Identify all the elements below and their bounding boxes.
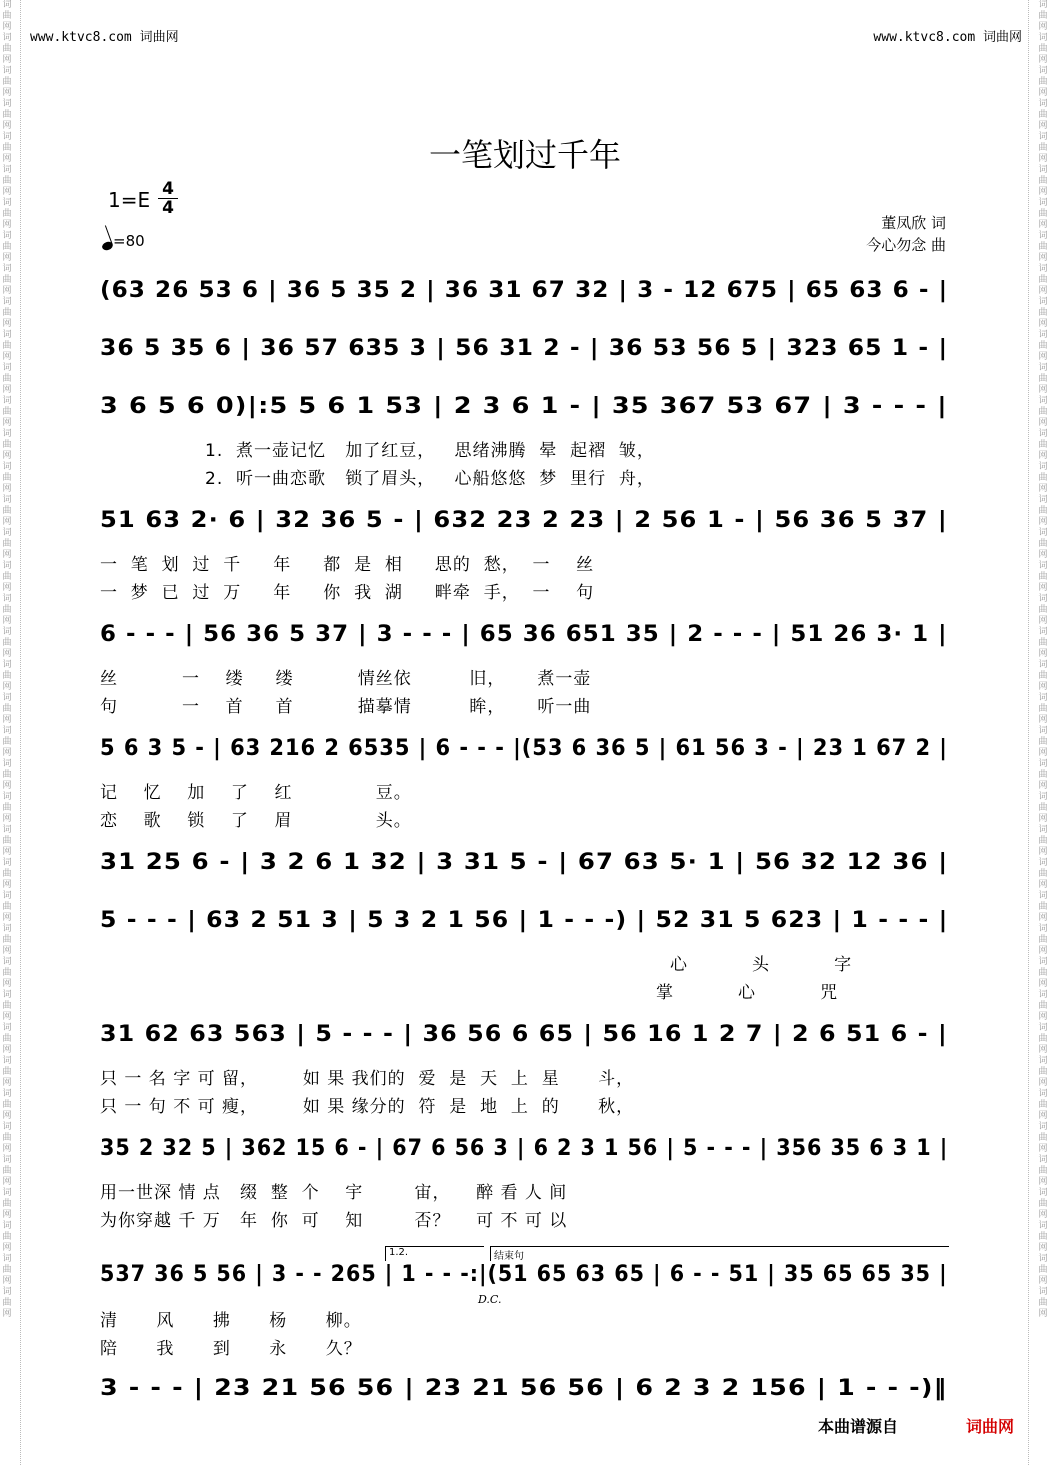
lyric-line: 一 梦 已 过 万 年 你 我 湖 畔牵 手， 一 句 bbox=[100, 583, 595, 603]
lyric-line: 陪 我 到 永 久？ bbox=[100, 1339, 362, 1359]
notation-text: (63 26 53 6 | 36 5 35 2 | 36 31 67 32 | 3 - 12 675 | 65 63 6 - | bbox=[100, 278, 949, 303]
lyric-line: 1. 煮一壶记忆 加了红豆， 思绪沸腾 晕 起褶 皱， bbox=[205, 441, 655, 461]
source-site-logo[interactable]: 词曲网 bbox=[965, 1417, 1014, 1436]
margin-line-left bbox=[20, 0, 21, 1465]
da-capo-mark: D.C. bbox=[478, 1293, 502, 1306]
lyric-line: 只 一 句 不 可 瘦， 如 果 缘分的 符 是 地 上 的 秋， bbox=[100, 1097, 635, 1117]
notation-row bbox=[100, 908, 950, 948]
composer: 今心勿念 曲 bbox=[866, 236, 946, 254]
notation-text: 537 36 5 56 | 3 - - 265 | 1 - - -:|(51 65 63 65 | 6 - - 51 | 35 65 65 35 | bbox=[100, 1262, 948, 1287]
notation-row bbox=[100, 1262, 950, 1302]
time-signature-bottom: 4 bbox=[158, 198, 178, 217]
notation-row bbox=[100, 508, 950, 548]
side-watermark-right: 词曲网词曲网词曲网词曲网词曲网词曲网词曲网词曲网词曲网词曲网词曲网词曲网词曲网词曲网词曲网词曲网词曲网词曲网词曲网词曲网词曲网词曲网词曲网词曲网词曲网词曲网词曲网词曲网词曲网词曲网词曲网词曲网词曲网词曲网词曲网词曲网词曲网词曲网词曲网词曲网 bbox=[1038, 0, 1048, 1319]
notation-text: 36 5 35 6 | 36 57 635 3 | 56 31 2 - | 36 53 56 5 | 323 65 1 - | bbox=[100, 336, 949, 361]
volta-bracket-ending: 结束句 bbox=[490, 1246, 949, 1261]
notation-text: 6 - - - | 56 36 5 37 | 3 - - - | 65 36 651 35 | 2 - - - | 51 26 3· 1 | bbox=[100, 622, 948, 647]
lyric-line: 用一世深 情 点 缀 整 个 宇 宙， 醉 看 人 间 bbox=[100, 1183, 568, 1203]
lyric-line: 2. 听一曲恋歌 锁了眉头， 心船悠悠 梦 里行 舟， bbox=[205, 469, 655, 489]
lyric-line: 恋 歌 锁 了 眉 头。 bbox=[100, 811, 412, 831]
notation-text: 5 - - - | 63 2 51 3 | 5 3 2 1 56 | 1 - - -) | 52 31 5 623 | 1 - - - | bbox=[100, 908, 949, 933]
credits bbox=[866, 212, 946, 256]
notation-text: 31 62 63 563 | 5 - - - | 36 56 6 65 | 56 16 1 2 7 | 2 6 51 6 - | bbox=[100, 1022, 948, 1047]
lyric-line: 掌 心 咒 bbox=[656, 983, 839, 1003]
notation-text: 3 - - - | 23 21 56 56 | 23 21 56 56 | 6 2 3 2 156 | 1 - - -)‖ bbox=[100, 1376, 948, 1401]
notation-text: 51 63 2· 6 | 32 36 5 - | 632 23 2 23 | 2 56 1 - | 56 36 5 37 | bbox=[100, 508, 948, 533]
lyric-line: 丝 一 缕 缕 情丝依 旧， 煮一壶 bbox=[100, 669, 592, 689]
lyric-line: 清 风 拂 杨 柳。 bbox=[100, 1311, 362, 1331]
tempo-marking bbox=[102, 232, 145, 250]
volta-bracket-1: 1.2. bbox=[385, 1246, 484, 1261]
song-title: 一笔划过千年 bbox=[428, 136, 621, 174]
notation-row bbox=[100, 336, 950, 376]
notation-row bbox=[100, 1022, 950, 1062]
side-watermark-left: 词曲网词曲网词曲网词曲网词曲网词曲网词曲网词曲网词曲网词曲网词曲网词曲网词曲网词曲网词曲网词曲网词曲网词曲网词曲网词曲网词曲网词曲网词曲网词曲网词曲网词曲网词曲网词曲网词曲网词曲网词曲网词曲网词曲网词曲网词曲网词曲网词曲网词曲网词曲网词曲网 bbox=[2, 0, 12, 1319]
notation-text: 3 6 5 6 0)|:5 5 6 1 53 | 2 3 6 1 - | 35 367 53 67 | 3 - - - | bbox=[100, 394, 948, 419]
notation-row bbox=[100, 1376, 950, 1416]
time-signature-top: 4 bbox=[162, 179, 174, 199]
notation-row bbox=[100, 394, 950, 434]
notation-row bbox=[100, 850, 950, 890]
lyric-line: 只 一 名 字 可 留， 如 果 我们的 爱 是 天 上 星 斗， bbox=[100, 1069, 635, 1089]
lyric-line: 一 笔 划 过 千 年 都 是 相 思的 愁， 一 丝 bbox=[100, 555, 595, 575]
key-signature: 1=E bbox=[108, 188, 151, 212]
margin-line-right bbox=[1028, 0, 1029, 1465]
lyricist: 董凤欣 词 bbox=[881, 214, 946, 232]
notation-text: 5 6 3 5 - | 63 216 2 6535 | 6 - - - |(53 6 36 5 | 61 56 3 - | 23 1 67 2 | bbox=[100, 736, 948, 761]
notation-text: 35 2 32 5 | 362 15 6 - | 67 6 56 3 | 6 2 3 1 56 | 5 - - - | 356 35 6 3 1 | bbox=[100, 1136, 949, 1161]
lyric-line: 为你穿越 千 万 年 你 可 知 否？ 可 不 可 以 bbox=[100, 1211, 568, 1231]
lyric-line: 句 一 首 首 描摹情 眸， 听一曲 bbox=[100, 697, 592, 717]
notation-row bbox=[100, 736, 950, 776]
site-url-right: www.ktvc8.com 词曲网 bbox=[873, 30, 1022, 45]
time-signature bbox=[158, 180, 178, 217]
tempo-value: =80 bbox=[113, 232, 145, 250]
notation-row bbox=[100, 1136, 950, 1176]
source-label: 本曲谱源自 bbox=[818, 1417, 899, 1436]
site-url-left: www.ktvc8.com 词曲网 bbox=[30, 30, 179, 45]
lyric-line: 记 忆 加 了 红 豆。 bbox=[100, 783, 412, 803]
notation-row bbox=[100, 622, 950, 662]
notation-text: 31 25 6 - | 3 2 6 1 32 | 3 31 5 - | 67 63 5· 1 | 56 32 12 36 | bbox=[100, 850, 949, 875]
notation-row bbox=[100, 278, 950, 318]
lyric-line: 心 头 字 bbox=[670, 955, 853, 975]
